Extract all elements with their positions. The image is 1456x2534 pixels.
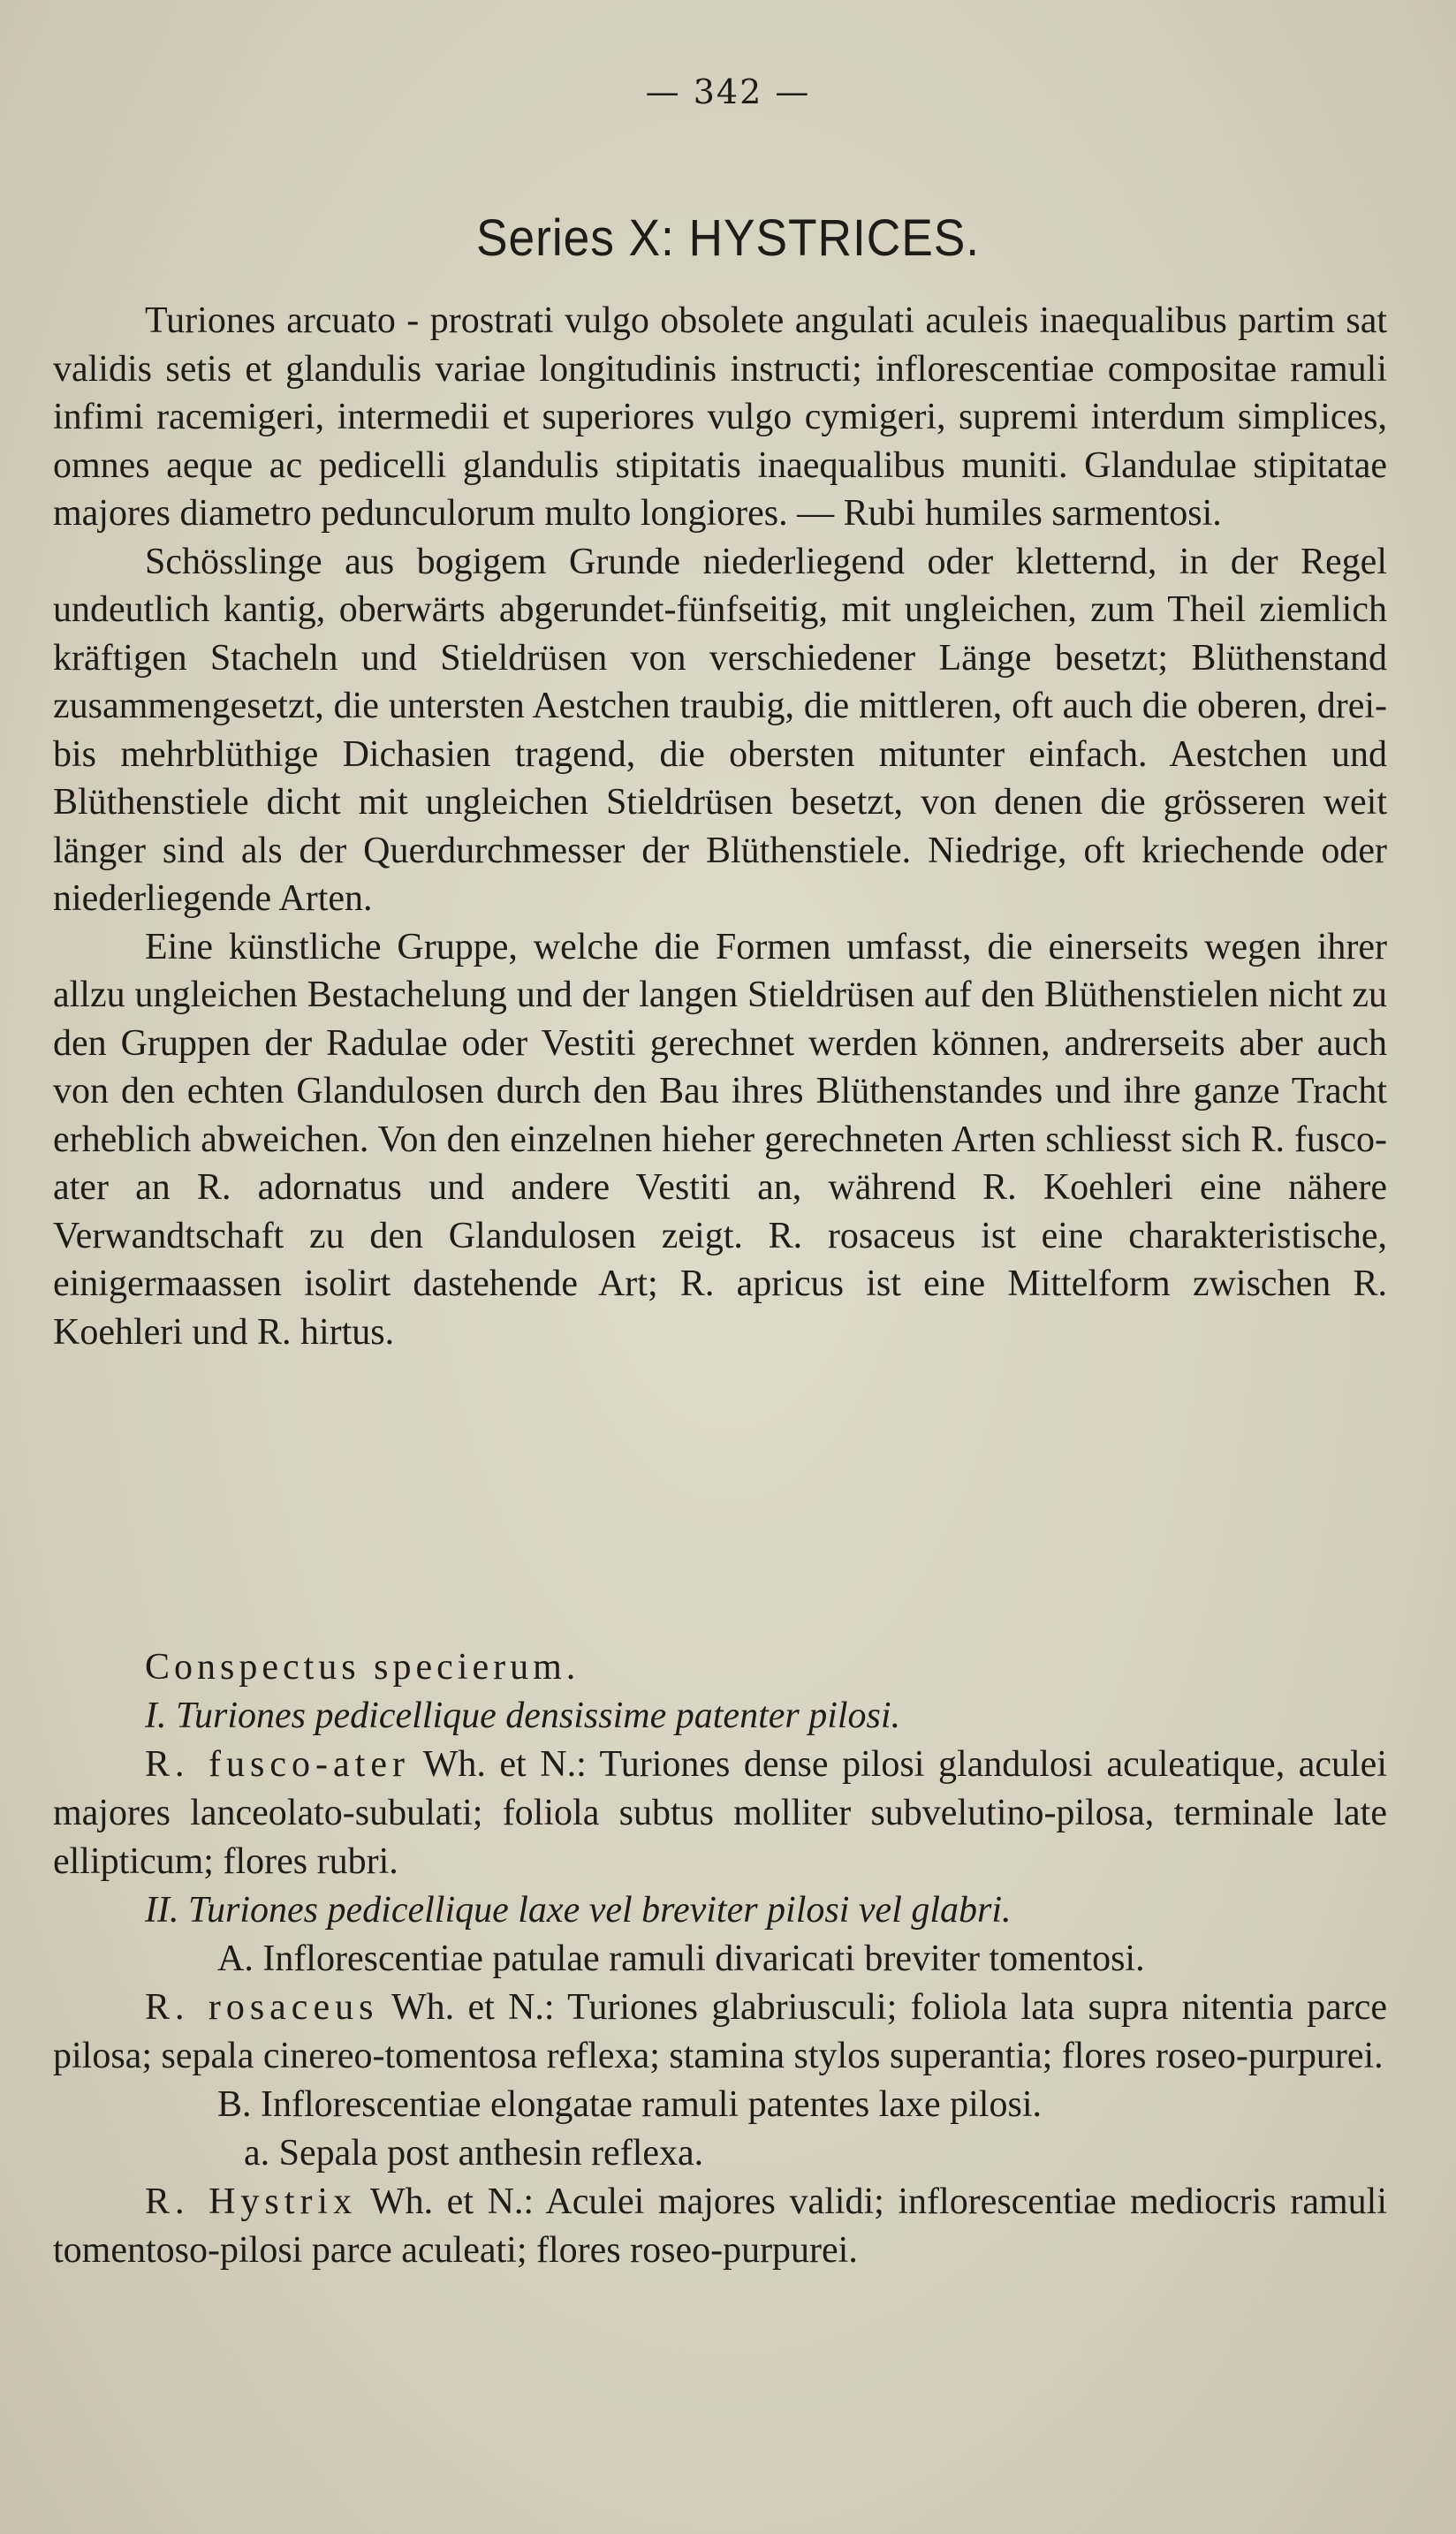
body-text: [53, 297, 1387, 1356]
species-authority: Wh. et N.:: [369, 2181, 535, 2222]
key-lead-1: I. Turiones pedicellique densissime patenter pilosi.: [145, 1696, 901, 1736]
conspectus-specierum: [53, 1643, 1387, 2275]
species-description: Turiones dense pilosi glandulosi aculeatique, aculei majores lanceolato-subulati; foliola subtus molliter subvelutino-pilosa, terminale late ellipticum; flores rubri.: [53, 1744, 1387, 1882]
species-authority: Wh. et N.:: [391, 1987, 555, 2028]
conspectus-heading: Conspectus specierum.: [145, 1647, 580, 1688]
page-number: — 342 —: [645, 72, 811, 111]
key-lead-B: B. Inflorescentiae elongatae ramuli patentes laxe pilosi.: [217, 2084, 1042, 2125]
species-name: R. Hystrix: [145, 2181, 358, 2222]
key-lead-a: a. Sepala post anthesin reflexa.: [244, 2133, 704, 2174]
species-description: Aculei majores validi; inflorescentiae mediocris ramuli tomentoso-pilosi parce aculeati; flores roseo-purpurei.: [53, 2181, 1388, 2271]
species-name: R. rosaceus: [145, 1987, 379, 2028]
series-title: Series X: HYSTRICES.: [476, 209, 980, 267]
species-entry-rosaceus: [53, 1984, 1387, 2081]
key-lead-A: A. Inflorescentiae patulae ramuli divaricati breviter tomentosi.: [217, 1938, 1145, 1979]
species-entry-fusco-ater: [53, 1741, 1387, 1886]
key-lead-2: II. Turiones pedicellique laxe vel breviter pilosi vel glabri.: [145, 1890, 1012, 1931]
german-description-paragraph: Schösslinge aus bogigem Grunde niederliegend oder kletternd, in der Regel undeutlich kantig, oberwärts abgerundet-fünfseitig, mit ungleichen, zum Theil ziemlich kräftigen Stacheln und Stieldrüsen von verschiedener Länge besetzt; Blüthenstand zusammengesetzt, die untersten Aestchen traubig, die mittleren, oft auch die oberen, drei- bis mehrblüthige Dichasien tragend, die obersten mitunter einfach. Aestchen und Blüthenstiele dicht mit ungleichen Stieldrüsen besetzt, von denen die grösseren weit länger sind als der Querdurchmesser der Blüthenstiele. Niedrige, oft kriechende oder niederliegende Arten.: [53, 541, 1387, 919]
latin-diagnosis-paragraph: Turiones arcuato - prostrati vulgo obsolete angulati aculeis inaequalibus partim sat validis setis et glandulis variae longitudinis instructi; inflorescentiae compositae ramuli infimi racemigeri, intermedii et superiores vulgo cymigeri, supremi interdum simplices, omnes aeque ac pedicelli glandulis stipitatis inaequalibus muniti. Glandulae stipitatae majores diametro pedunculorum multo longiores. — Rubi humiles sarmentosi.: [53, 300, 1387, 534]
commentary-paragraph: Eine künstliche Gruppe, welche die Formen umfasst, die einerseits wegen ihrer allzu ungleichen Bestachelung und der langen Stieldrüsen auf den Blüthenstielen nicht zu den Gruppen der Radulae oder Vestiti gerechnet werden können, andrerseits aber auch von den echten Glandulosen durch den Bau ihres Blüthenstandes und ihre ganze Tracht erheblich abweichen. Von den einzelnen hieher gerechneten Arten schliesst sich R. fusco-ater an R. adornatus und andere Vestiti an, während R. Koehleri eine nähere Verwandtschaft zu den Glandulosen zeigt. R. rosaceus ist eine charakteristische, einigermaassen isolirt dastehende Art; R. apricus ist eine Mittelform zwischen R. Koehleri und R. hirtus.: [53, 926, 1387, 1353]
species-authority: Wh. et N.:: [422, 1744, 587, 1785]
species-entry-hystrix: [53, 2178, 1387, 2275]
species-name: R. fusco-ater: [145, 1744, 410, 1785]
species-description: Turiones glabriusculi; foliola lata supra nitentia parce pilosa; sepala cinereo-tomentosa reflexa; stamina stylos superantia; flores roseo-purpurei.: [53, 1987, 1387, 2076]
